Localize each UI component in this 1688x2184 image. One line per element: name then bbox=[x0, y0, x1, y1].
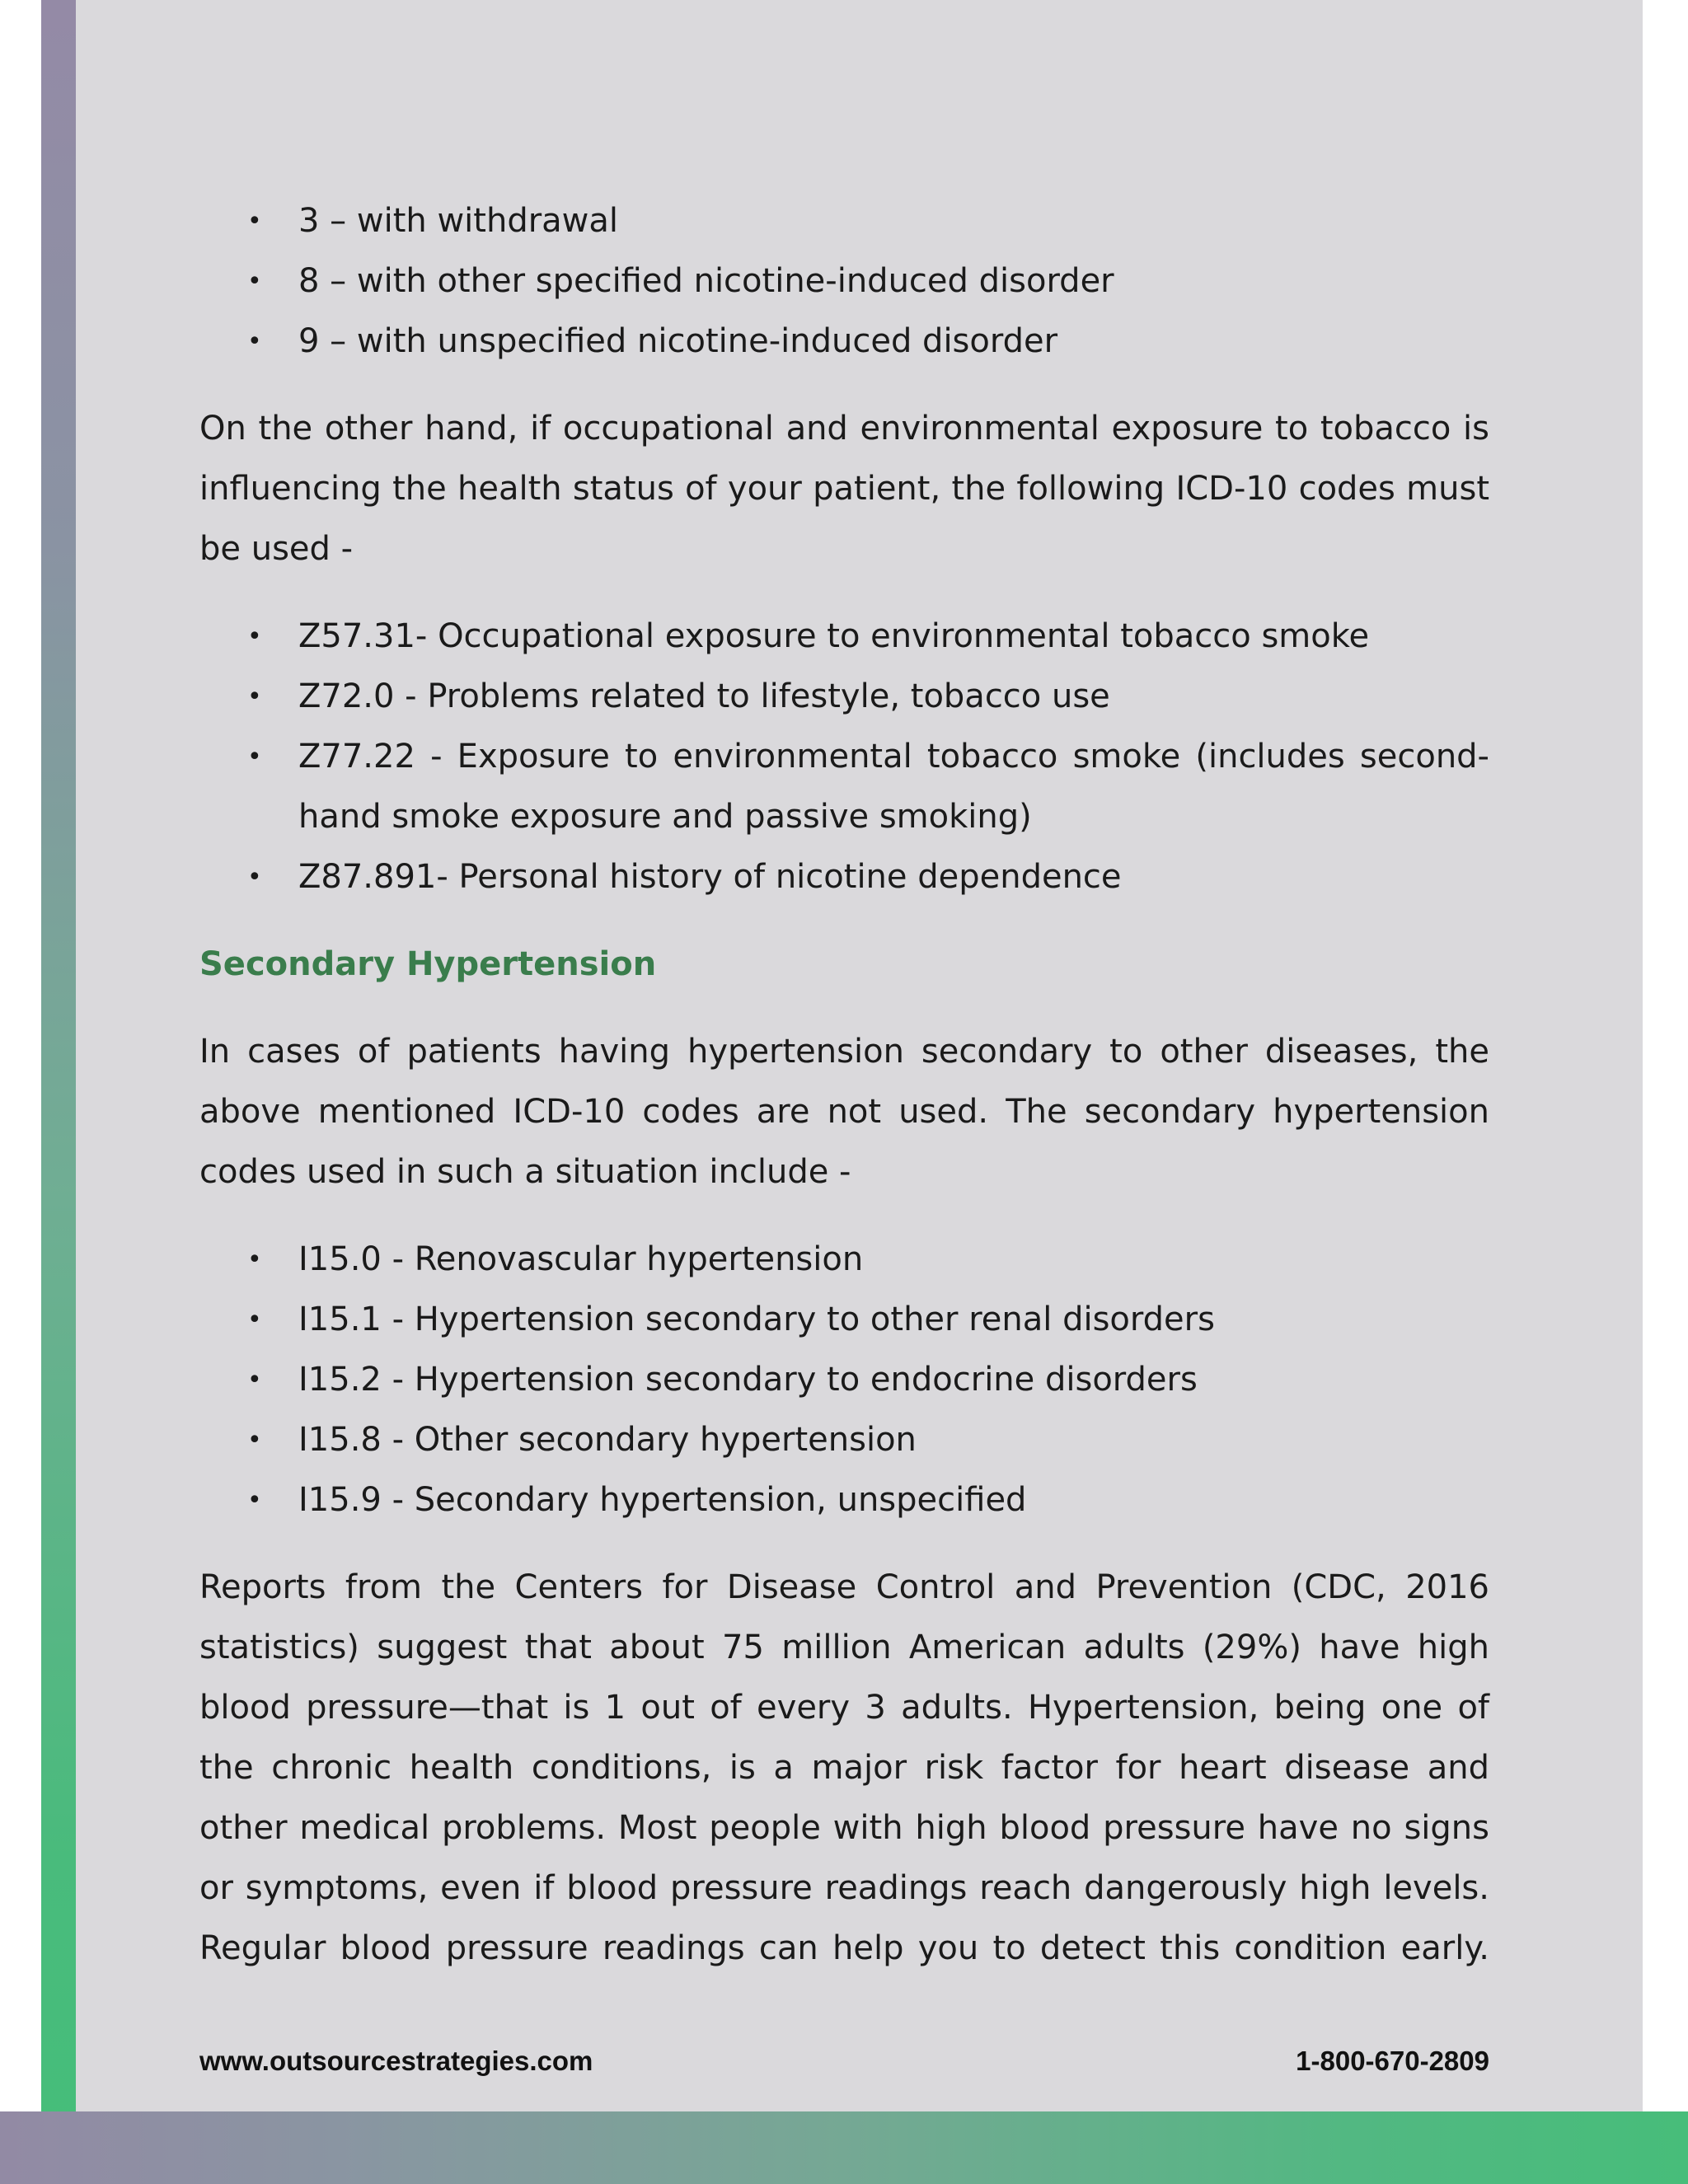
left-accent-stripe bbox=[41, 0, 76, 2184]
bullet-icon: • bbox=[247, 1366, 262, 1394]
section-heading: Secondary Hypertension bbox=[199, 945, 657, 983]
list-item: • Z77.22 - Exposure to environmental tobacco smoke (includes second-hand smoke exposure and passive smoking) bbox=[199, 727, 1489, 847]
exposure-code-list bbox=[199, 607, 1489, 907]
list-item: • I15.0 - Renovascular hypertension bbox=[199, 1230, 1489, 1290]
footer-website-link[interactable]: www.outsourcestrategies.com bbox=[199, 2046, 593, 2076]
secondary-code-list bbox=[199, 1230, 1489, 1530]
bullet-icon: • bbox=[247, 1245, 262, 1274]
bullet-icon: • bbox=[247, 682, 262, 711]
cdc-statistics-paragraph: Reports from the Centers for Disease Control and Prevention (CDC, 2016 statistics) suggest that about 75 million American adults (29%) have high blood pressure—that is 1 out of every 3 adults. Hypertension, being one of the chronic health conditions, is a major risk factor for heart disease and other medical problems. Most people with high blood pressure have no signs or symptoms, even if blood pressure readings reach dangerously high levels. Regular blood pressure readings can help you to detect this condition early. bbox=[199, 1568, 1489, 1967]
list-item: • Z57.31- Occupational exposure to environmental tobacco smoke bbox=[199, 607, 1489, 667]
withdrawal-code-list bbox=[199, 191, 1489, 372]
bullet-icon: • bbox=[247, 743, 262, 771]
bullet-icon: • bbox=[247, 267, 262, 296]
bullet-icon: • bbox=[247, 1486, 262, 1515]
exposure-paragraph: On the other hand, if occupational and environmental exposure to tobacco is influencing the health status of your patient, the following ICD-10 codes must be used - bbox=[199, 410, 1489, 568]
list-item: • I15.9 - Secondary hypertension, unspecified bbox=[199, 1470, 1489, 1530]
list-item: • 9 – with unspecified nicotine-induced disorder bbox=[199, 312, 1489, 372]
bottom-accent-band bbox=[0, 2111, 1688, 2184]
list-item: • Z87.891- Personal history of nicotine dependence bbox=[199, 847, 1489, 907]
document-body bbox=[199, 191, 1489, 1979]
bullet-icon: • bbox=[247, 207, 262, 236]
secondary-hypertension-paragraph: In cases of patients having hypertension secondary to other diseases, the above mentioned ICD-10 codes are not used. The secondary hypertension codes used in such a situation include - bbox=[199, 1033, 1489, 1191]
list-item: • I15.8 - Other secondary hypertension bbox=[199, 1410, 1489, 1470]
page-footer bbox=[199, 2046, 1489, 2077]
bullet-icon: • bbox=[247, 622, 262, 651]
footer-phone: 1-800-670-2809 bbox=[1296, 2046, 1489, 2076]
bullet-icon: • bbox=[247, 1426, 262, 1455]
bullet-icon: • bbox=[247, 1305, 262, 1334]
bullet-icon: • bbox=[247, 863, 262, 892]
list-item: • 8 – with other specified nicotine-induced disorder bbox=[199, 251, 1489, 312]
list-item: • I15.2 - Hypertension secondary to endocrine disorders bbox=[199, 1350, 1489, 1410]
list-item: • I15.1 - Hypertension secondary to other renal disorders bbox=[199, 1290, 1489, 1350]
list-item: • 3 – with withdrawal bbox=[199, 191, 1489, 251]
bullet-icon: • bbox=[247, 327, 262, 356]
list-item: • Z72.0 - Problems related to lifestyle, tobacco use bbox=[199, 667, 1489, 727]
